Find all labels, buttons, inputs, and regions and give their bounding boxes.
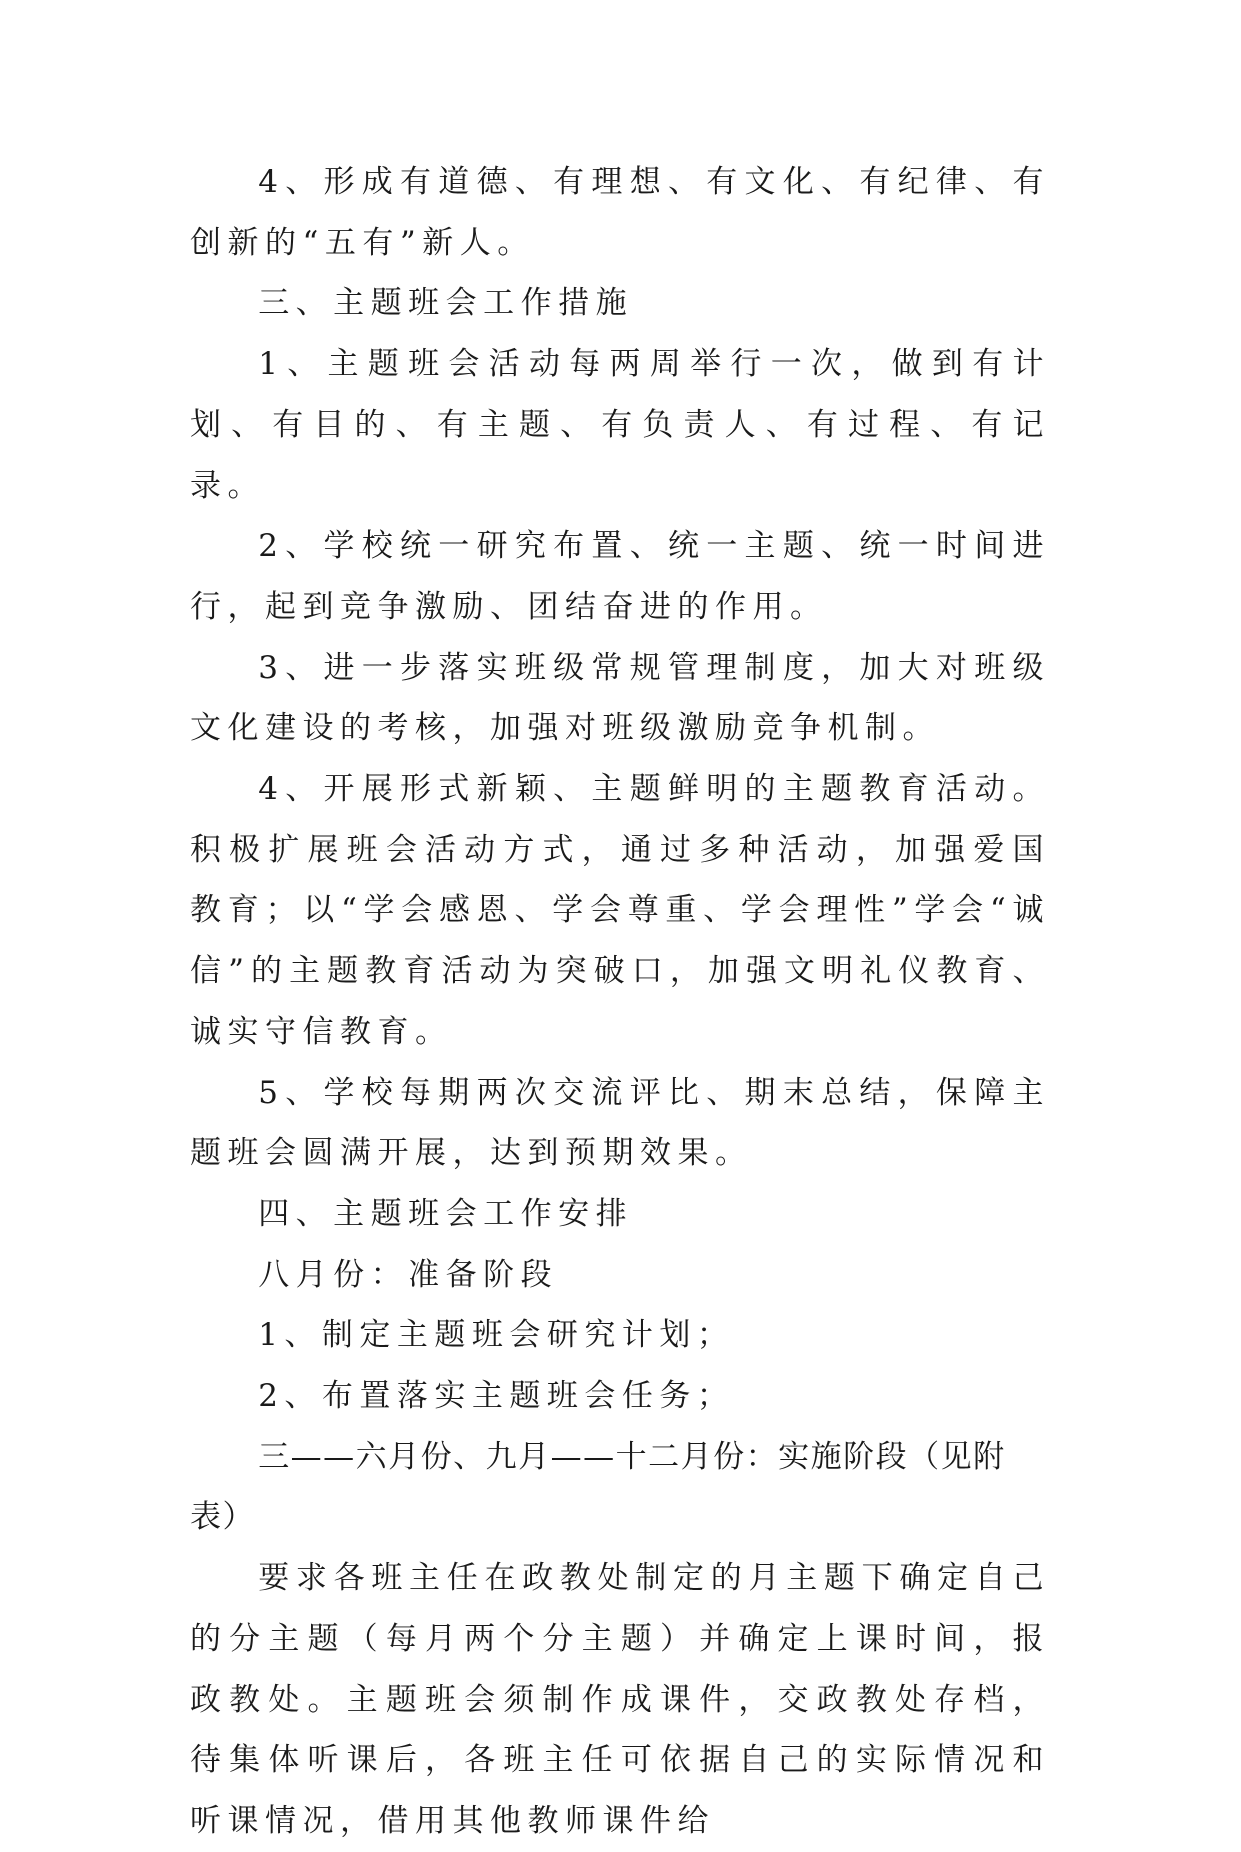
paragraph-measure-5: 5、学校每期两次交流评比、期末总结，保障主题班会圆满开展，达到预期效果。 bbox=[190, 1074, 1050, 1172]
paragraph-measure-1: 1、主题班会活动每两周举行一次，做到有计划、有目的、有主题、有负责人、有过程、有记录。 bbox=[190, 346, 1050, 504]
paragraph-prep-2: 2、布置落实主题班会任务； bbox=[258, 1378, 735, 1415]
paragraph-measure-2: 2、学校统一研究布置、统一主题、统一时间进行，起到竞争激励、团结奋进的作用。 bbox=[190, 528, 1050, 625]
paragraph-prep-1: 1、制定主题班会研究计划； bbox=[258, 1317, 735, 1354]
paragraph-measure-4: 4、开展形式新颖、主题鲜明的主题教育活动。积极扩展班会活动方式，通过多种活动，加强爱国教育；以“学会感恩、学会尊重、学会理性”学会“诚信”的主题教育活动为突破口，加强文明礼仪教育、诚实守信教育。 bbox=[190, 771, 1050, 1050]
phase-heading-implementation: 三——六月份、九月——十二月份：实施阶段（见附表） bbox=[190, 1438, 1006, 1536]
section-heading-arrangement: 四、主题班会工作安排 bbox=[258, 1195, 634, 1232]
paragraph-measure-3: 3、进一步落实班级常规管理制度，加大对班级文化建设的考核，加强对班级激励竞争机制。 bbox=[190, 649, 1050, 747]
paragraph-goal-4: 4、形成有道德、有理想、有文化、有纪律、有创新的“五有”新人。 bbox=[190, 164, 1050, 261]
phase-heading-august: 八月份：准备阶段 bbox=[258, 1256, 559, 1293]
paragraph-requirements: 要求各班主任在政教处制定的月主题下确定自己的分主题（每月两个分主题）并确定上课时间，报政教处。主题班会须制作成课件，交政教处存档，待集体听课后，各班主任可依据自己的实际情况和听课情况，借用其他教师课件给 bbox=[190, 1560, 1050, 1839]
section-heading-measures: 三、主题班会工作措施 bbox=[258, 285, 634, 322]
document-page bbox=[190, 152, 1050, 1852]
